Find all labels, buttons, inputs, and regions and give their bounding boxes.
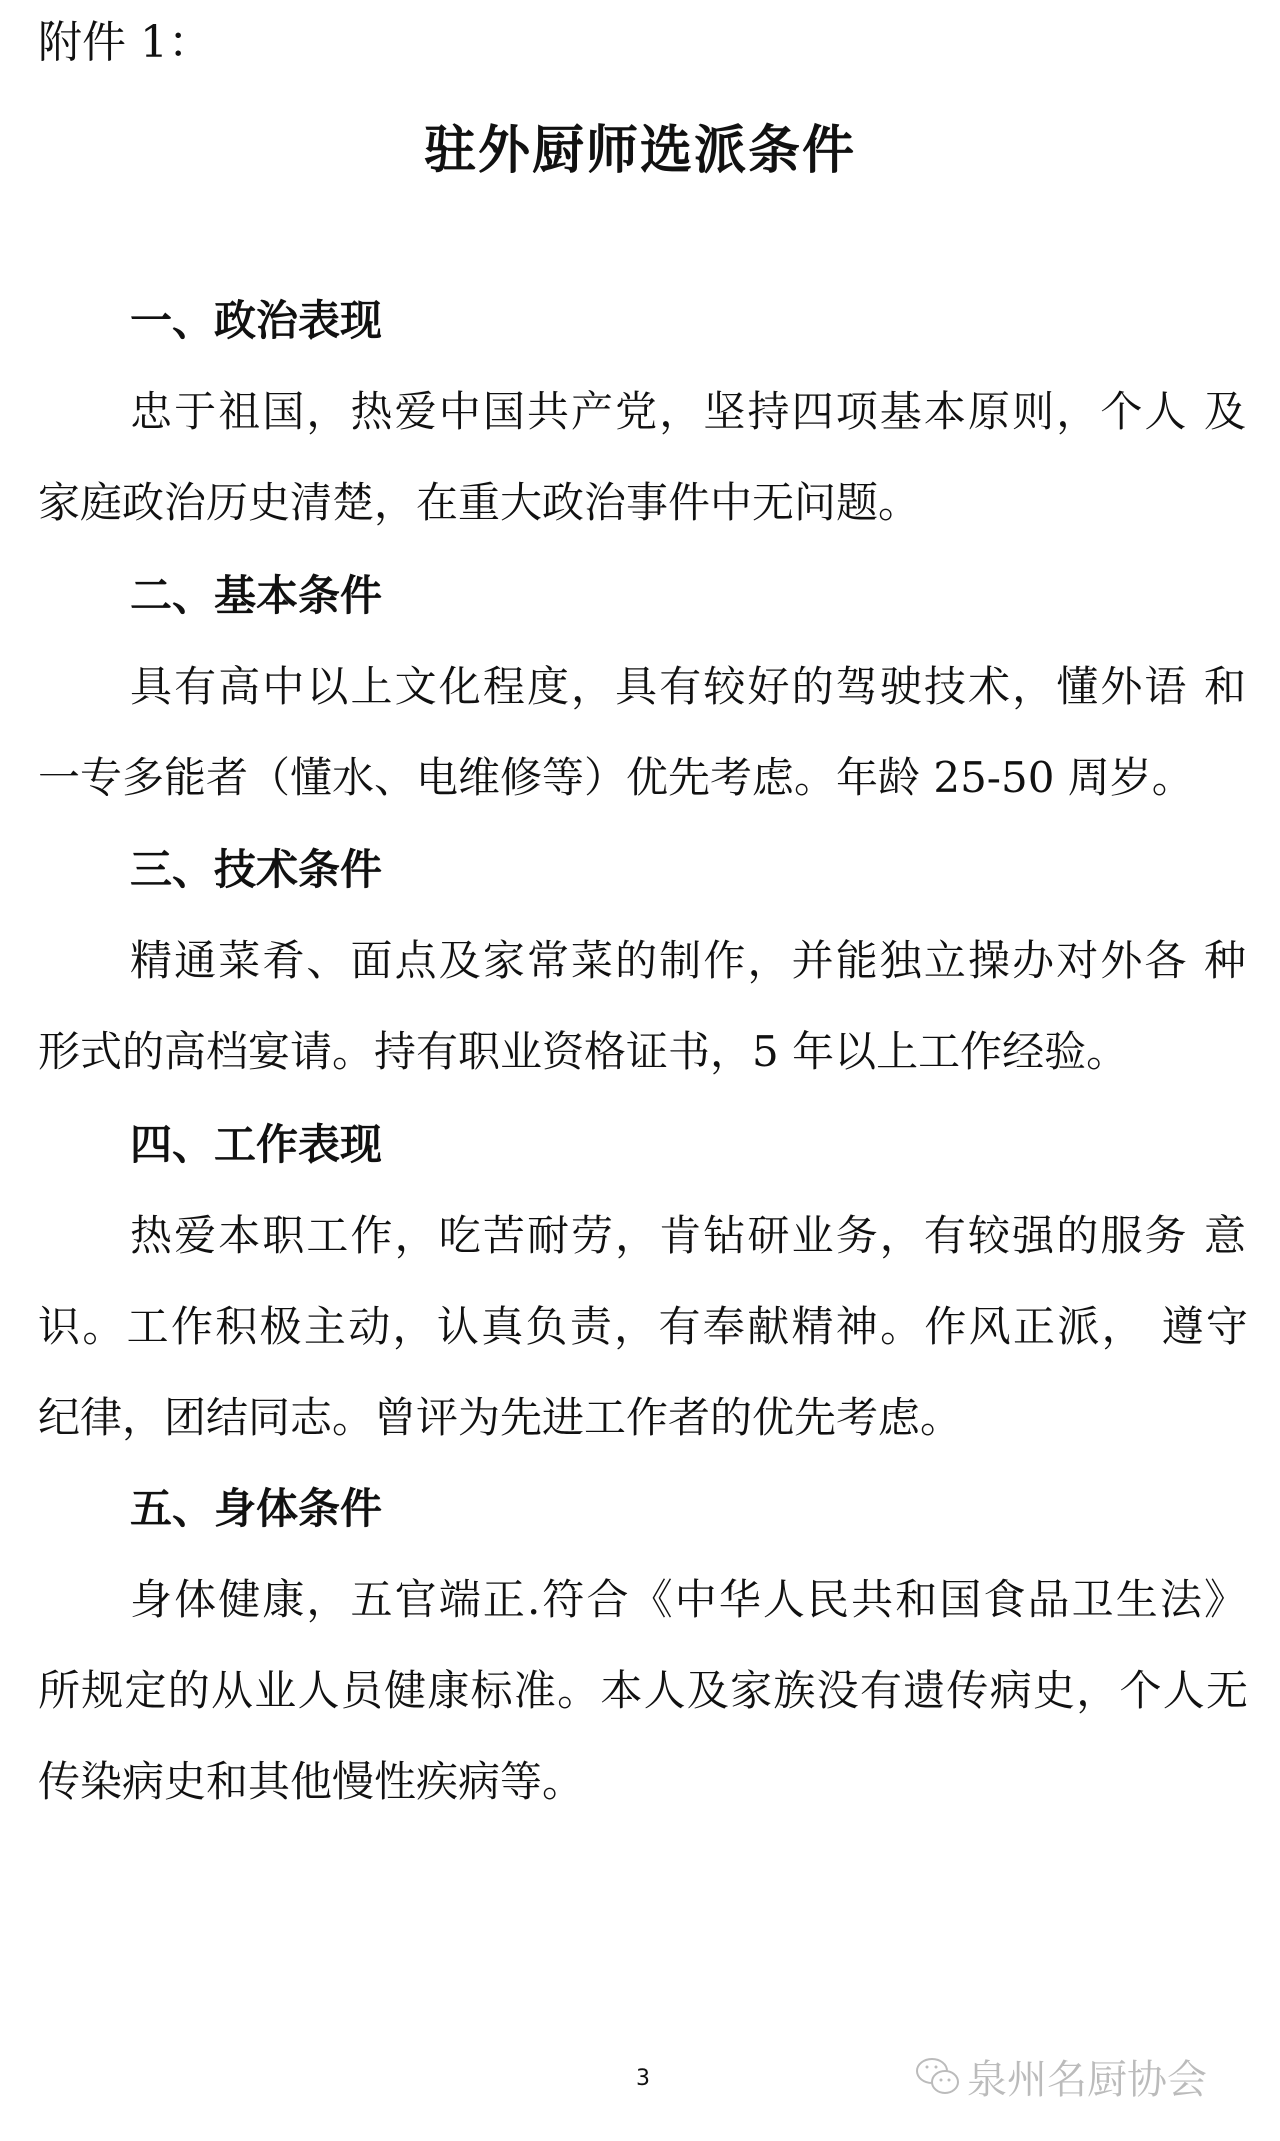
- paragraph-line: 具有高中以上文化程度，具有较好的驾驶技术，懂外语 和: [130, 662, 1246, 711]
- section-heading: 三、技术条件: [130, 845, 383, 894]
- paragraph-line: 一专多能者（懂水、电维修等）优先考虑。年龄 25-50 周岁。: [38, 753, 1194, 802]
- document-title: 驻外厨师选派条件: [423, 121, 856, 181]
- section-heading: 二、基本条件: [130, 571, 383, 620]
- section-heading: 一、政治表现: [130, 296, 383, 345]
- wechat-icon: [915, 2055, 961, 2099]
- page-number: 3: [636, 2066, 650, 2091]
- attachment-label: 附件 1：: [38, 17, 212, 68]
- section-heading: 四、工作表现: [130, 1120, 383, 1169]
- paragraph-line: 形式的高档宴请。持有职业资格证书，5 年以上工作经验。: [38, 1027, 1129, 1076]
- paragraph-line: 忠于祖国，热爱中国共产党，坚持四项基本原则，个人 及: [130, 387, 1246, 436]
- paragraph-line: 所规定的从业人员健康标准。本人及家族没有遗传病史，个人无: [38, 1666, 1248, 1715]
- paragraph-line: 精通菜肴、面点及家常菜的制作，并能独立操办对外各 种: [130, 936, 1246, 985]
- watermark-text: 泉州名厨协会: [967, 2057, 1207, 2103]
- watermark: [915, 2048, 1207, 2105]
- paragraph-line: 纪律，团结同志。曾评为先进工作者的优先考虑。: [38, 1393, 963, 1442]
- paragraph-line: 识。工作积极主动，认真负责，有奉献精神。作风正派， 遵守: [38, 1302, 1248, 1351]
- paragraph-line: 身体健康，五官端正.符合《中华人民共和国食品卫生法》: [130, 1575, 1246, 1624]
- paragraph-line: 家庭政治历史清楚，在重大政治事件中无问题。: [38, 478, 921, 527]
- section-heading: 五、身体条件: [130, 1484, 383, 1533]
- paragraph-line: 传染病史和其他慢性疾病等。: [38, 1757, 585, 1806]
- paragraph-line: 热爱本职工作，吃苦耐劳，肯钻研业务，有较强的服务 意: [130, 1211, 1246, 1260]
